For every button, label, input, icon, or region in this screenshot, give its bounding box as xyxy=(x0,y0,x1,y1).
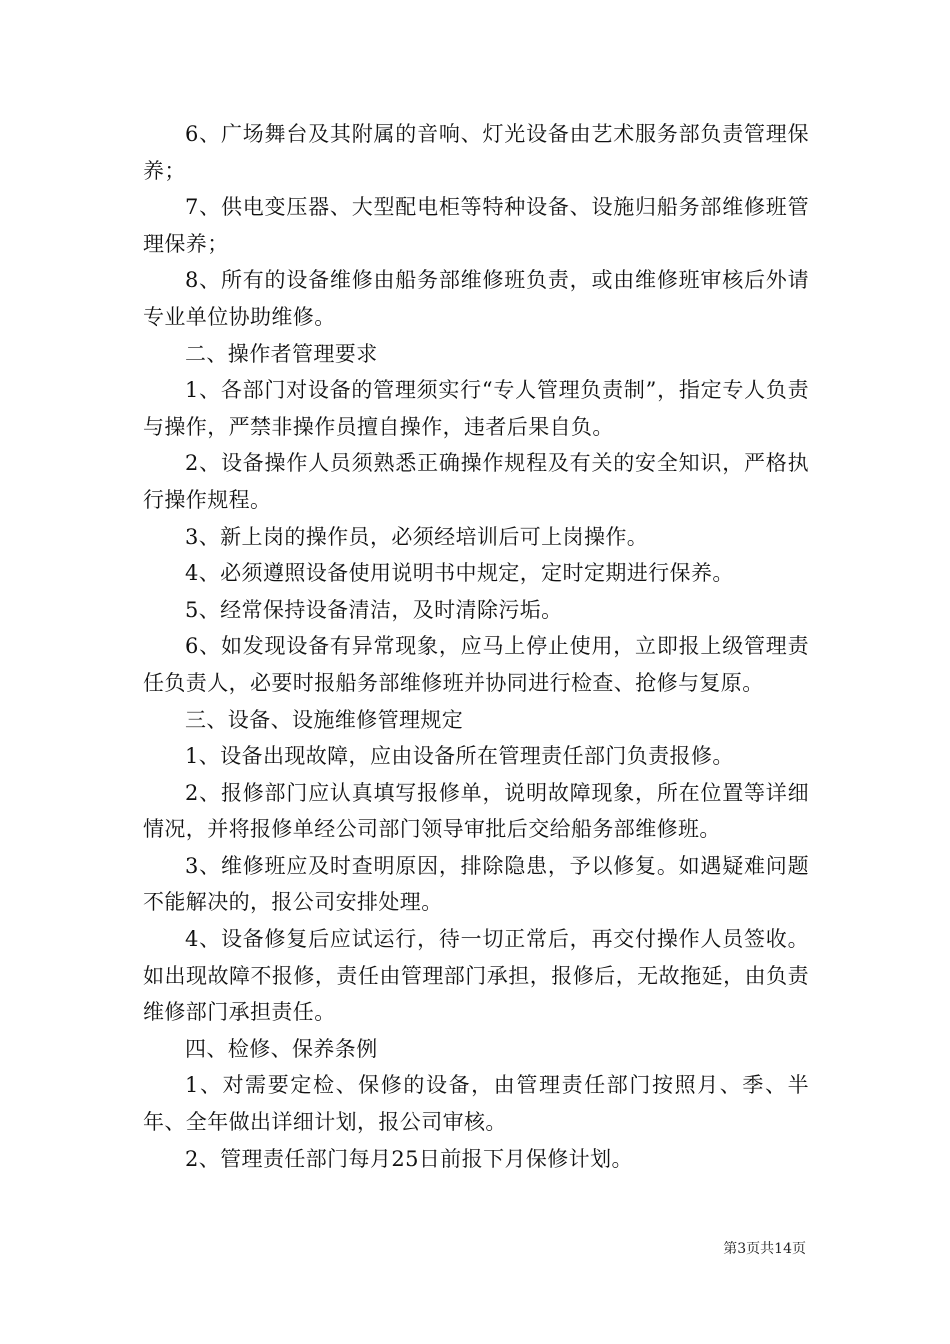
section-heading: 三、设备、设施维修管理规定 xyxy=(185,707,464,732)
paragraph: 2、设备操作人员须熟悉正确操作规程及有关的安全知识，严格执行操作规程。 xyxy=(143,451,809,512)
page-number-footer: 第3页共14页 xyxy=(723,1241,806,1257)
paragraph: 4、必须遵照设备使用说明书中规定，定时定期进行保养。 xyxy=(185,561,734,586)
paragraph: 6、广场舞台及其附属的音响、灯光设备由艺术服务部负责管理保养； xyxy=(143,122,809,183)
paragraph: 3、维修班应及时查明原因，排除隐患，予以修复。如遇疑难问题不能解决的，报公司安排处理。 xyxy=(143,853,809,915)
paragraph: 6、如发现设备有异常现象，应马上停止使用，立即报上级管理责任负责人，必要时报船务部维修班并协同进行检查、抢修与复原。 xyxy=(143,634,809,695)
paragraph: 5、经常保持设备清洁，及时清除污垢。 xyxy=(185,597,563,622)
paragraph: 1、对需要定检、保修的设备，由管理责任部门按照月、季、半年、全年做出详细计划，报公司审核。 xyxy=(143,1073,809,1135)
section-heading: 二、操作者管理要求 xyxy=(185,341,378,366)
paragraph: 1、设备出现故障，应由设备所在管理责任部门负责报修。 xyxy=(185,744,734,769)
paragraph: 1、各部门对设备的管理须实行“专人管理负责制”，指定专人负责与操作，严禁非操作员擅自操作，违者后果自负。 xyxy=(143,378,809,439)
paragraph: 7、供电变压器、大型配电柜等特种设备、设施归船务部维修班管理保养； xyxy=(143,195,809,256)
section-heading: 四、检修、保养条例 xyxy=(185,1036,378,1061)
paragraph: 2、管理责任部门每月25日前报下月保修计划。 xyxy=(185,1146,633,1171)
paragraph: 8、所有的设备维修由船务部维修班负责，或由维修班审核后外请专业单位协助维修。 xyxy=(143,268,809,329)
document-body xyxy=(143,116,809,1177)
paragraph: 4、设备修复后应试运行，待一切正常后，再交付操作人员签收。如出现故障不报修，责任由管理部门承担，报修后，无故拖延，由负责维修部门承担责任。 xyxy=(143,927,809,1025)
paragraph: 2、报修部门应认真填写报修单，说明故障现象，所在位置等详细情况，并将报修单经公司部门领导审批后交给船务部维修班。 xyxy=(143,780,809,842)
paragraph: 3、新上岗的操作员，必须经培训后可上岗操作。 xyxy=(185,524,649,549)
